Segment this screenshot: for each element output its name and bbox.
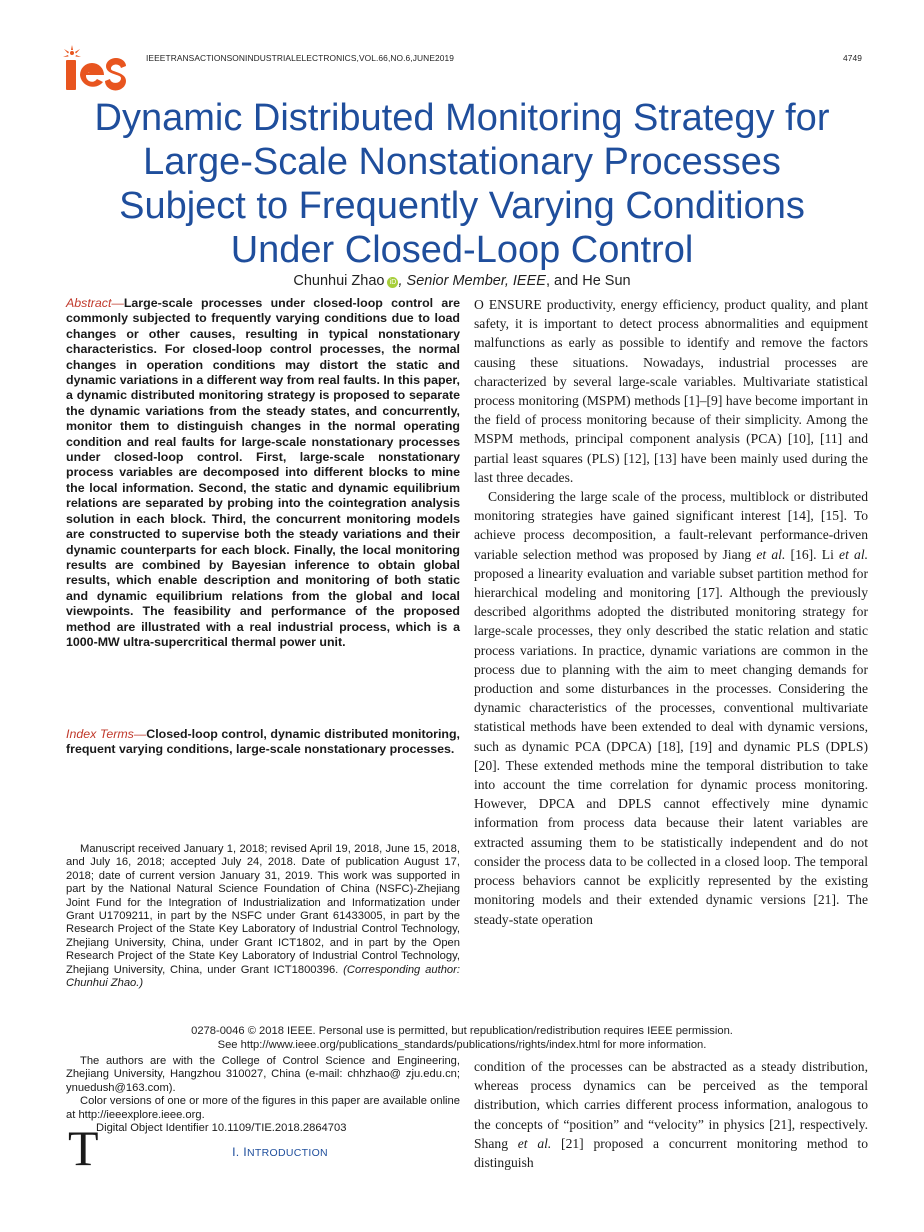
author-line xyxy=(40,273,884,289)
index-terms xyxy=(66,727,460,758)
paragraph-text: [16]. Li xyxy=(785,546,840,562)
orcid-icon[interactable]: iD xyxy=(387,277,398,288)
intro-body-bottom xyxy=(474,1057,868,1172)
manuscript-text: Manuscript received January 1, 2018; revised April 19, 2018, June 15, 2018, and July 16, 2018; accepted July 24, 2018. Date of publication August 17, 2018; date of current version January 31, 2019. This work was supported in part by the National Natural Science Foundation of China (NSFC)-Zhejiang Joint Fund for the Integration of Industrialization and Informatization under Grant U1709211, in part by the NSFC under Grant 61433005, in part by the Research Project of the State Key Laboratory of Industrial Control Technology, Zhejiang University, China, under Grant ICT1802, and in part by the Open Research Project of the State Key Laboratory of Industrial Control Technology, Zhejiang University, China, under Grant ICT1800396. xyxy=(66,843,460,976)
section-heading-rest: NTRODUCTION xyxy=(247,1147,328,1159)
journal-info: IEEETRANSACTIONSONINDUSTRIALELECTRONICS,VOL.66,NO.6,JUNE2019 xyxy=(146,53,455,63)
affiliation-note xyxy=(66,1055,460,1135)
color-versions-note: Color versions of one or more of the figures in this paper are available online at http://ieeexplore.ieee.org. xyxy=(66,1095,460,1121)
paragraph-text-italic: et al. xyxy=(756,546,786,562)
drop-cap: T xyxy=(68,1120,99,1176)
ies-logo-text: ies xyxy=(88,73,90,74)
intro-body-top xyxy=(474,295,868,929)
paragraph-text: proposed a linearity evaluation and variable subset partition method for hierarchical modeling and monitoring [17]. Although the previously described algorithms adopted the distributed monitoring strategy for large-scale processes, they only described the static relation and static process variations. In practice, dynamic variations are common in the process due to planning with the aim to meet changing demands for production and some disturbances in the processes. Considering the dynamic characteristics of the processes, conventional multivariate statistical methods have been extended to deal with dynamic versions, such as dynamic PCA (DPCA) [18], [19] and dynamic PLS (DPLS) [20]. These extended methods mine the temporal distribution to take into account the time correlation for dynamic process monitoring. However, DPCA and DPLS cannot effectively mine dynamic information from process data because their latent variables are extracted assuming them to be statistically independent and do not consider the process data to be collected in a closed loop. The temporal process behaviors cannot be explicitly represented by the existing monitoring models and their extended dynamic versions [21]. The steady-state operation xyxy=(474,565,868,927)
intro-paragraph-1: O ENSURE productivity, energy efficiency, product quality, and plant safety, it is important to detect process abnormalities and equipment malfunctions as early as possible to identify and remove the factors causing these situations. Nowadays, industrial processes are characterized by several large-scale variables. Multivariate statistical process monitoring (MSPM) methods [1]–[9] have become important in the field of process monitoring because of their simplicity. Among the MSPM methods, principal component analysis (PCA) [10], [11] and partial least squares (PLS) [12], [13] have been mainly used during the last three decades. xyxy=(474,297,868,485)
copyright-notice xyxy=(60,1024,864,1052)
intro-paragraph-3 xyxy=(474,1057,868,1172)
abstract xyxy=(66,296,460,650)
ies-logo-icon xyxy=(58,44,130,92)
paragraph-text: condition of the processes can be abstracted as a steady distribution, whereas process dynamics can be perceived as the temporal distribution, which carries different process information, analogous to the concepts of “position” and “velocity” in physics [21], respectively. Shang xyxy=(474,1059,868,1151)
running-header xyxy=(146,53,862,63)
paragraph-text: [21] proposed a concurrent monitoring method to distinguish xyxy=(474,1135,868,1171)
paragraph-text: Considering the large scale of the process, multiblock or distributed monitoring strategies have gained significant interest [14], [15]. To achieve process decomposition, a fault-relevant performance-driven variable selection method was proposed by Jiang xyxy=(474,489,868,562)
copyright-line: 0278-0046 © 2018 IEEE. Personal use is permitted, but republication/redistribution requires IEEE permission. xyxy=(191,1025,733,1037)
section-heading xyxy=(180,1145,380,1159)
manuscript-note xyxy=(66,843,460,990)
title-line: Under Closed-Loop Control xyxy=(230,229,694,271)
title-line: Large-Scale Nonstationary Processes xyxy=(143,141,781,183)
author-name: Chunhui Zhao xyxy=(293,273,385,289)
index-terms-label: Index Terms— xyxy=(66,727,147,741)
title-line: Subject to Frequently Varying Conditions xyxy=(119,185,805,227)
section-heading-numeral: I. I xyxy=(232,1145,248,1159)
intro-paragraph-2 xyxy=(474,487,868,929)
index-terms-text: Closed-loop control, dynamic distributed monitoring, frequent varying conditions, large-scale nonstationary processes. xyxy=(66,727,460,757)
corresponding-author: (Corresponding author: Chunhui Zhao.) xyxy=(66,963,460,990)
author-name-2: , and He Sun xyxy=(545,273,631,289)
author-affiliation: The authors are with the College of Control Science and Engineering, Zhejiang University, Hangzhou 310027, China (e-mail: chhzhao@ zju.edu.cn; ynuedush@163.com). xyxy=(66,1055,460,1094)
paper-title xyxy=(40,96,884,272)
paragraph-text-italic: et al. xyxy=(839,546,868,562)
abstract-label: Abstract— xyxy=(66,296,124,310)
page-number: 4749 xyxy=(842,53,862,63)
abstract-text: Large-scale processes under closed-loop control are commonly subjected to frequently varying conditions due to load changes or other causes, resulting in typical nonstationary characteristics. For closed-loop control processes, the normal changes in operation conditions may distort the static and dynamic variations in a different way from real faults. In this paper, a dynamic distributed monitoring strategy is proposed to separate the dynamic variations from the steady states, and concurrently, monitor them to distinguish changes in the normal operating condition and real faults for large-scale nonstationary processes under closed-loop control. First, large-scale nonstationary process variables are decomposed into different blocks to mine the local information. Second, the static and dynamic equilibrium relations are separated by probing into the cointegration analysis solution in each block. Third, the concurrent monitoring models are constructed to supervise both the steady variations and their dynamic counterparts for each block. Finally, the local monitoring results are combined by Bayesian inference to obtain global results, which enable description and monitoring of both static and dynamic equilibrium relations from the global and local viewpoints. The feasibility and performance of the proposed method are illustrated with a real industrial process, which is a 1000-MW ultra-supercritical thermal power unit. xyxy=(66,296,460,649)
author-role: , Senior Member, IEEE xyxy=(398,273,546,289)
rights-link[interactable]: See http://www.ieee.org/publications_standards/publications/rights/index.html for more information. xyxy=(217,1039,707,1051)
paragraph-text-italic: et al. xyxy=(517,1135,552,1151)
doi[interactable]: Digital Object Identifier 10.1109/TIE.2018.2864703 xyxy=(96,1122,347,1135)
title-line: Dynamic Distributed Monitoring Strategy for xyxy=(94,97,830,139)
